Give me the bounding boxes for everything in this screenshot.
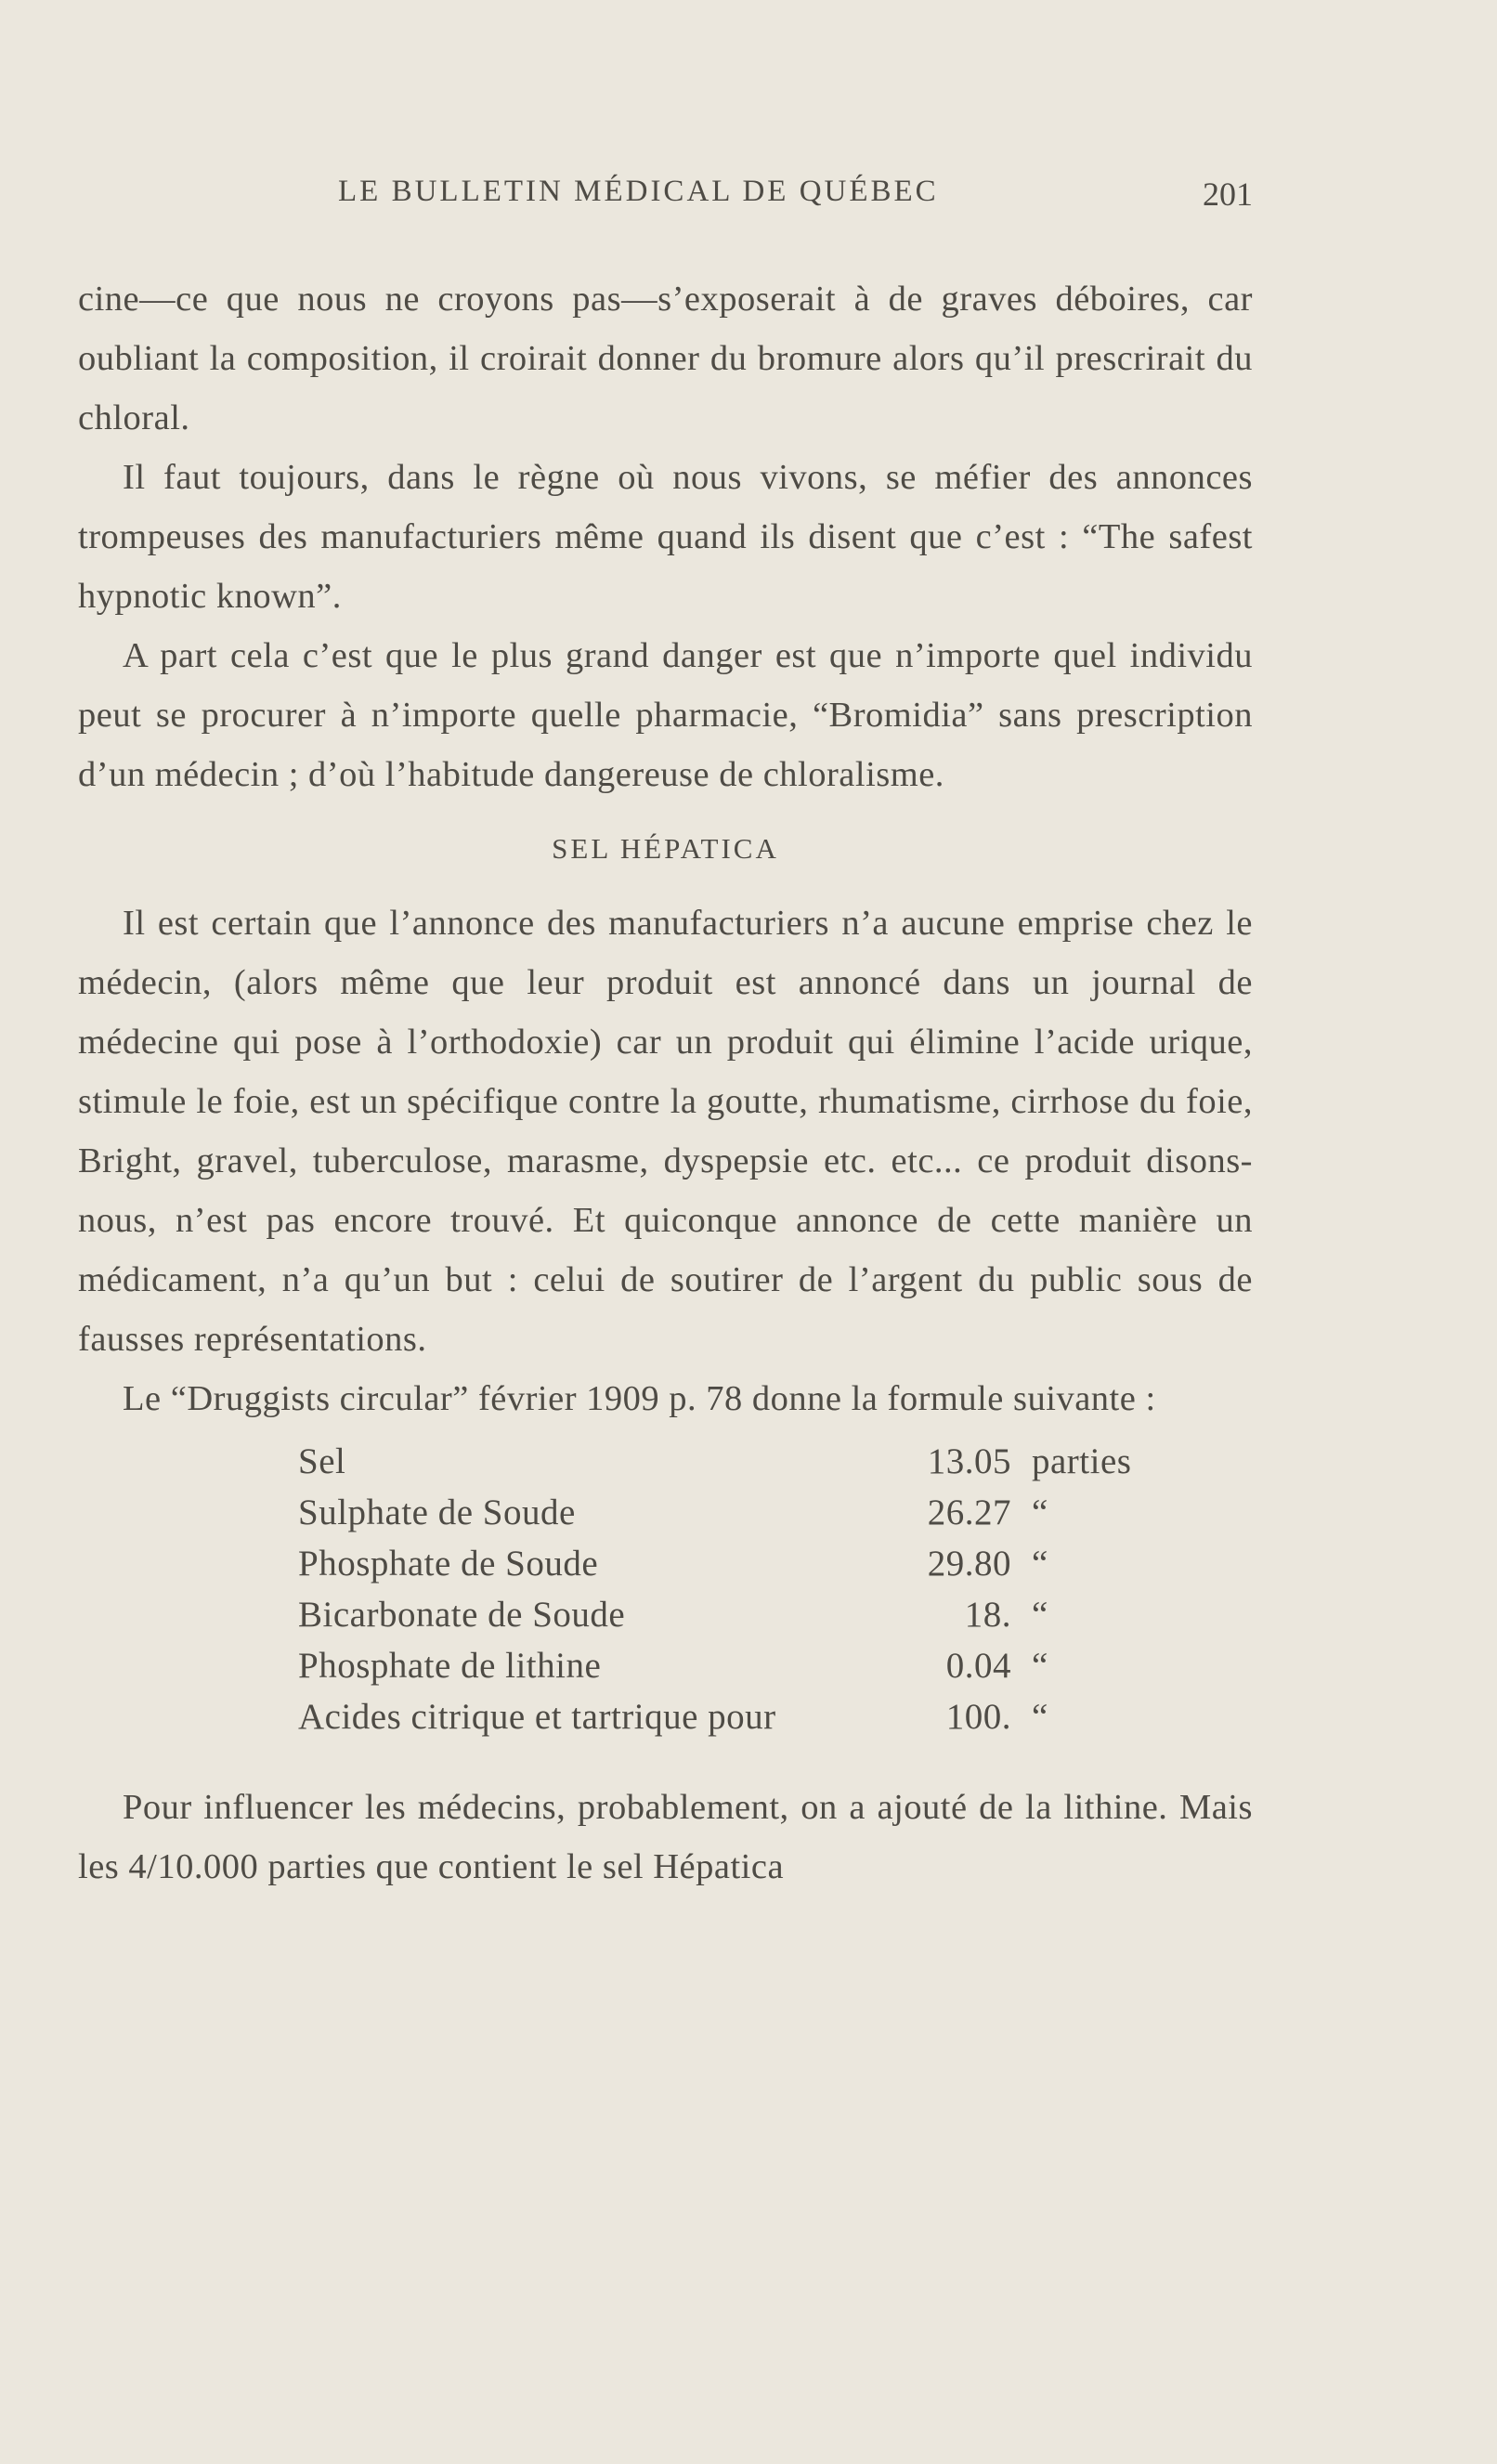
- formula-unit: “: [1032, 1544, 1048, 1584]
- running-header: [78, 175, 1253, 221]
- paragraph-advertising: Il est certain que l’annonce des manufacturiers n’a aucune emprise chez le médecin, (alors même que leur produit est annoncé dans un journal de médecine qui pose à l’orthodoxie) car un produit qui élimine l’acide urique, stimule le foie, est un spécifique contre la goutte, rhumatisme, cirrhose du foie, Bright, gravel, tuberculose, marasme, dyspepsie etc. etc... ce produit disons-nous, n’est pas encore trouvé. Et quiconque annonce de cette manière un médicament, n’a qu’un but : celui de soutirer de l’argent du public sous de fausses représentations.: [78, 904, 1253, 1359]
- formula-row: [298, 1487, 1190, 1538]
- formula-ingredient: Phosphate de lithine: [298, 1646, 602, 1686]
- formula-ingredient: Bicarbonate de Soude: [298, 1595, 626, 1635]
- paragraph-warning: Il faut toujours, dans le règne où nous vivons, se méfier des annonces trompeuses des manufacturiers même quand ils disent que c’est : “The safest hypnotic known”.: [78, 458, 1253, 616]
- journal-title: LE BULLETIN MÉDICAL DE QUÉBEC: [338, 175, 939, 208]
- formula-row: [298, 1691, 1190, 1742]
- formula-row: [298, 1538, 1190, 1589]
- formula-ingredient: Acides citrique et tartrique pour: [298, 1697, 776, 1737]
- formula-amount: 0.04: [945, 1646, 1011, 1686]
- formula-amount: 100.: [945, 1697, 1011, 1737]
- formula-row: [298, 1640, 1190, 1691]
- formula-amount: 13.05: [927, 1441, 1011, 1481]
- formula-table: [298, 1436, 1190, 1742]
- formula-amount: 26.27: [927, 1493, 1011, 1532]
- formula-unit: “: [1032, 1493, 1048, 1532]
- formula-ingredient: Sulphate de Soude: [298, 1493, 576, 1532]
- formula-unit: parties: [1032, 1441, 1132, 1481]
- formula-ingredient: Sel: [298, 1441, 346, 1481]
- formula-amount: 18.: [964, 1595, 1011, 1635]
- page-number: 201: [1203, 176, 1253, 213]
- formula-amount: 29.80: [927, 1544, 1011, 1584]
- section-heading: SEL HÉPATICA: [552, 832, 779, 865]
- formula-row: [298, 1589, 1190, 1640]
- formula-row: [298, 1436, 1190, 1487]
- paragraph-lithine: Pour influencer les médecins, probablement, on a ajouté de la lithine. Mais les 4/10.000 parties que contient le sel Hépatica: [78, 1788, 1253, 1886]
- paragraph-danger: A part cela c’est que le plus grand danger est que n’importe quel individu peut se procurer à n’importe quelle pharmacie, “Bromidia” sans prescription d’un médecin ; d’où l’habitude dangereuse de chloralisme.: [78, 636, 1253, 794]
- formula-unit: “: [1032, 1697, 1048, 1737]
- formula-ingredient: Phosphate de Soude: [298, 1544, 599, 1584]
- formula-unit: “: [1032, 1595, 1048, 1635]
- paragraph-formula-intro: Le “Druggists circular” février 1909 p. 78 donne la formule suivante :: [123, 1379, 1156, 1418]
- paragraph-continuation: cine—ce que nous ne croyons pas—s’exposerait à de graves déboires, car oubliant la composition, il croirait donner du bromure alors qu’il prescrirait du chloral.: [78, 280, 1253, 437]
- article-body: [78, 269, 1253, 1897]
- formula-unit: “: [1032, 1646, 1048, 1686]
